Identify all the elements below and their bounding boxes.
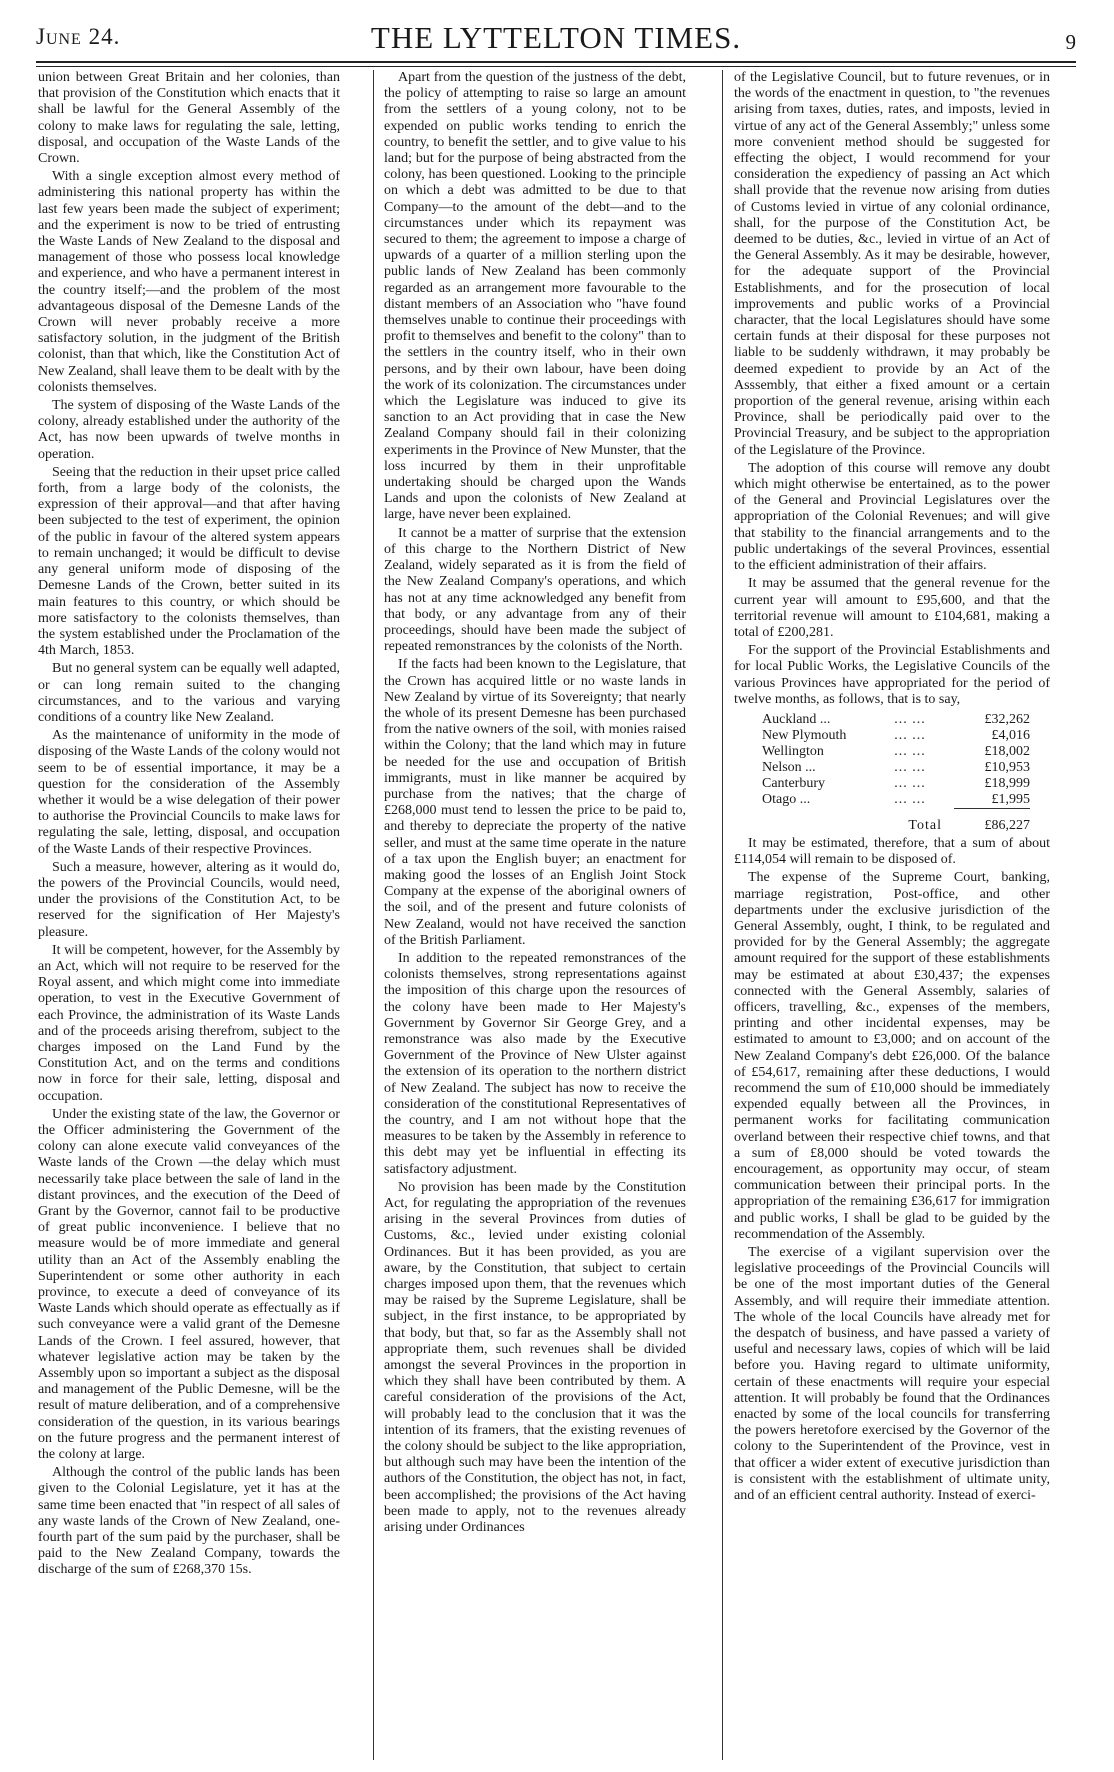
paragraph: In addition to the repeated remonstrances of the colonists themselves, strong representations against the imposition of this charge upon the resources of the colony have been made to Her Majesty's Government by Governor Sir George Grey, and a remonstrance was also made by the Executive Government of the Province of New Ulster against the extension of its operation to the northern district of New Zealand. The subject has now to receive the consideration of the constitutional Representatives of the country, and I am not without hope that the measures to be taken by the Assembly in reference to this debt may yet be influential in effecting its satisfactory adjustment. [384, 950, 686, 1177]
table-row [762, 728, 1030, 744]
masthead-rule [36, 61, 1076, 63]
paragraph: But no general system can be equally well adapted, or can long remain suited to the changing circumstances, and to the various and varying conditions of a country like New Zealand. [38, 661, 340, 725]
paragraph: It may be assumed that the general revenue for the current year will amount to £95,600, and that the territorial revenue will amount to £104,681, making a total of £200,281. [734, 576, 1050, 640]
province-name: Otago ... [762, 792, 811, 808]
paragraph: If the facts had been known to the Legislature, that the Crown has acquired little or no waste lands in New Zealand by virtue of its Sovereignty; that nearly the whole of its present Demesne has been purchased from the native owners of the soil, with monies raised within the Colony; that the land which may in future be needed for the use and occupation of British immigrants, must in like manner be acquired by purchase from the natives; that the charge of £268,000 must tend to lessen the price to be paid to, and thereby to depreciate the property of the native seller, and must at the same time operate in the nature of a tax upon the English buyer; an enactment for making good the losses of an English Joint Stock Company at the expense of the aboriginal owners of the soil, and of the present and future colonists of New Zealand, would not have received the sanction of the British Parliament. [384, 657, 686, 948]
table-row [762, 792, 1030, 809]
province-name: New Plymouth [762, 727, 847, 743]
table-row [762, 760, 1030, 776]
total-amount: £86,227 [984, 817, 1030, 833]
table-row [762, 712, 1030, 728]
masthead [36, 20, 1076, 60]
leader-dots: ... ... [894, 775, 926, 791]
province-amount: £18,999 [984, 775, 1030, 791]
table-total-row [762, 810, 1030, 834]
column-2 [384, 70, 686, 1760]
column-divider [373, 70, 374, 1760]
province-name: Auckland ... [762, 711, 831, 727]
paragraph: No provision has been made by the Constitution Act, for regulating the appropriation of the revenues arising in the several Provinces from duties of Customs, &c., levied under existing colonial Ordinances. But it has been provided, as you are aware, by the Constitution, that subject to certain charges imposed upon them, that the revenues which may be raised by the Supreme Legislature, shall be subject, in the first instance, to be appropriated by that body, but that, so far as the Assembly shall not appropriate them, such revenues shall be divided amongst the several Provinces in the proportion in which they shall have been contributed by them. A careful consideration of the provisions of the Act, will probably lead to the conclusion that it was the intention of its framers, that the existing revenues of the colony should be subject to the like appropriation, but although such may have been the intention of the authors of the Constitution, the object has not, in fact, been accomplished; the provisions of the Act having been made to apply, not to the revenues already arising under Ordinances [384, 1179, 686, 1536]
page-number: 9 [1065, 30, 1076, 54]
paragraph: union between Great Britain and her colonies, than that provision of the Constitution which enacts that it shall be lawful for the General Assembly of the colony to make laws for regulating the sale, letting, disposal, and occupation of the Waste Lands of the Crown. [38, 70, 340, 167]
table-row [762, 744, 1030, 760]
paragraph: Apart from the question of the justness of the debt, the policy of attempting to raise so large an amount from the settlers of a young colony, not to be expended on public works tending to enrich the country, to benefit the settler, and to give value to his land; but for the purpose of being abstracted from the colony, has been questioned. Looking to the principle on which a debt was admitted to be due to that Company—to the amount of the debt—and to the circumstances under which its repayment was secured to them; the agreement to impose a charge of upwards of a quarter of a million sterling upon the public lands of New Zealand has been commonly regarded as an arrangement more favourable to the distant members of an Association who "have found themselves unable to continue their proceedings with profit to themselves and benefit to the colony" than to the settlers in the country itself, who in their own persons, and by their own labour, have been doing the work of its colonization. The circumstances under which the Legislature was induced to give its sanction to an Act providing that in case the New Zealand Company should fail in their colonizing experiments in the Province of New Munster, that the loss incurred by them in their unprofitable undertaking should be charged upon the Wands Lands and upon the colonists of New Zealand at large, have never been explained. [384, 70, 686, 523]
paragraph: Under the existing state of the law, the Governor or the Officer administering the Government of the colony can alone execute valid conveyances of the Waste lands of the Crown —the delay which must necessarily take place between the sale of land in the distant provinces, and the execution of the Deed of Grant by the Governor, cannot fail to be productive of great public inconvenience. I believe that no measure would be of more immediate and general utility than an Act of the Assembly enabling the Superintendent or some other authority in each province, to execute a deed of conveyance of its Waste Lands which should operate as effectually as if such conveyance were a valid grant of the Demesne Lands of the Crown. I feel assured, however, that whatever legislative action may be taken by the Assembly upon so important a subject as the disposal and management of the Public Demesne, will be the result of mature deliberation, and of a comprehensive consideration of the question, in its various bearings on the future progress and the permanent interest of the colony at large. [38, 1106, 340, 1463]
paragraph: The exercise of a vigilant supervision over the legislative proceedings of the Provincial Councils will be one of the most important duties of the General Assembly, and will require their immediate attention. The whole of the local Councils have already met for the despatch of business, and have passed a variety of useful and necessary laws, copies of which will be laid before you. Having regard to ultimate uniformity, certain of these enactments will require your especial attention. It will probably be found that the Ordinances enacted by some of the local councils for transferring the powers heretofore exercised by the Governor of the colony to the Superintendent of the Province, vest in that officer a wider extent of executive jurisdiction than is consistent with the establishment of ultimate unity, and of an efficient central authority. Instead of exerci- [734, 1245, 1050, 1504]
paragraph: For the support of the Provincial Establishments and for local Public Works, the Legislative Councils of the various Provinces have appropriated for the period of twelve months, as follows, that is to say, [734, 643, 1050, 707]
province-name: Nelson ... [762, 759, 816, 775]
paragraph: It may be estimated, therefore, that a sum of about £114,054 will remain to be disposed of. [734, 835, 1050, 868]
province-amount: £18,002 [984, 743, 1030, 759]
leader-dots: ... ... [894, 743, 926, 759]
leader-dots: ... ... [894, 711, 926, 727]
total-label: Total [908, 817, 942, 833]
leader-dots: ... ... [894, 759, 926, 775]
province-amount: £10,953 [984, 759, 1030, 775]
paragraph: The system of disposing of the Waste Lands of the colony, already established under the authority of the Act, has now been upwards of twelve months in operation. [38, 398, 340, 462]
paragraph: It will be competent, however, for the Assembly by an Act, which will not require to be reserved for the Royal assent, and which might come into immediate operation, to vest in the Executive Government of each Province, the administration of its Waste Lands and of the proceeds arising therefrom, subject to the charges imposed on the Land Fund by the Constitution Act, and on the terms and conditions now in force for their sale, letting, disposal and occupation. [38, 942, 340, 1104]
table-row [762, 776, 1030, 792]
column-3-lower [734, 836, 1050, 1504]
column-3-upper [734, 70, 1050, 708]
masthead-rule-thin [36, 66, 1076, 67]
column-1 [38, 70, 340, 1760]
province-amount: £32,262 [984, 711, 1030, 727]
province-amount: £4,016 [991, 727, 1030, 743]
province-name: Canterbury [762, 775, 825, 791]
paragraph: It cannot be a matter of surprise that the extension of this charge to the Northern District of New Zealand, widely separated as it is from the field of the New Zealand Company's operations, and which has not at any time acknowledged any benefit from that body, or any advantage from any of their proceedings, should have been made the subject of repeated remonstrances by the colonists of the North. [384, 525, 686, 655]
province-name: Wellington [762, 743, 824, 759]
province-rows [762, 712, 1030, 809]
issue-date: June 24. [36, 24, 121, 49]
paragraph: of the Legislative Council, but to future revenues, or in the words of the enactment in question, to "the revenues arising from taxes, duties, rates, and imposts, levied in virtue of any act of the General Assembly;" unless some more convenient method should be suggested for effecting the object, I would recommend for your consideration the expediency of passing an Act which shall provide that the revenue now arising from duties of Customs levied in virtue of any colonial ordinance, shall, for the purpose of the Constitution Act, be deemed to be duties, &c., levied in virtue of an Act of the General Assembly. As it may be desirable, however, for the adequate support of the Provincial Establishments, and for the prosecution of local improvements and public works of a Provincial character, that the local Legislatures should have some certain funds at their disposal for these purposes not liable to be suddenly withdrawn, it may probably be deemed expedient to provide by an Act of the Asssembly, that either a fixed amount or a certain proportion of the general revenue, arising within each Province, shall be periodically paid over to the Provincial Treasury, and be subject to the appropriation of the Legislature of the Province. [734, 70, 1050, 458]
column-divider [722, 70, 723, 1760]
paragraph: Although the control of the public lands has been given to the Colonial Legislature, yet it has at the same time been enacted that "in respect of all sales of any waste lands of the Crown of New Zealand, one-fourth part of the sum paid by the purchaser, shall be paid to the New Zealand Company, towards the discharge of the sum of £268,370 15s. [38, 1465, 340, 1578]
paragraph: Such a measure, however, altering as it would do, the powers of the Provincial Councils, would need, under the provisions of the Constitution Act, to be reserved for the signification of Her Majesty's pleasure. [38, 859, 340, 940]
province-amount: £1,995 [991, 791, 1030, 807]
paragraph: The adoption of this course will remove any doubt which might otherwise be entertained, as to the power of the General and Provincial Legislatures over the appropriation of the Colonial Revenues; and will give that stability to the financial arrangements and to the public undertakings of the several Provinces, essential to the efficient administration of their affairs. [734, 460, 1050, 574]
paragraph: The expense of the Supreme Court, banking, marriage registration, Post-office, and other departments under the exclusive jurisdiction of the General Assembly, ought, I think, to be regulated and provided for by the General Assembly; the aggregate amount required for the support of these establishments may be estimated at about £30,437; the expenses connected with the General Assembly, salaries of officers, travelling, &c., expenses of the members, printing and other incidental expenses, may be estimated to amount to £3,000; and on account of the New Zealand Company's debt £26,000. Of the balance of £54,617, remaining after these deductions, I would recommend the sum of £10,000 should be immediately expended equally between all the Provinces, in permanent works for facilitating communication overland between their respective chief towns, and that a sum of £8,000 should be voted towards the encouragement, as opportunity may occur, of steam communication between their principal ports. In the appropriation of the remaining £36,617 for immigration and public works, I shall be glad to be guided by the recommendation of the Assembly. [734, 870, 1050, 1242]
provincial-appropriations-table [762, 712, 1030, 834]
leader-dots: ... ... [894, 792, 926, 808]
newspaper-title: THE LYTTELTON TIMES. [370, 20, 742, 55]
paragraph: As the maintenance of uniformity in the mode of disposing of the Waste Lands of the colony would not seem to be of essential importance, it may be a question for the consideration of the Assembly whether it would be a wise delegation of their power to authorise the Provincial Councils to make laws for regulating the sale, letting, disposal, and occupation of the Waste Lands of their respective Provinces. [38, 728, 340, 857]
leader-dots: ... ... [894, 727, 926, 743]
column-3 [734, 70, 1050, 1760]
paragraph: With a single exception almost every method of administering this national property has within the last few years been made the subject of experiment; and the experiment is now to be tried of entrusting the Waste Lands of New Zealand to the disposal and management of those who possess local knowledge and experience, and who have a permanent interest in the country itself;—and the problem of the most advantageous disposal of the Demesne Lands of the Crown will never probably receive a more satisfactory solution, in the judgment of the British colonist, than that which, like the Constitution Act of New Zealand, shall leave them to be dealt with by the colonists themselves. [38, 169, 340, 395]
paragraph: Seeing that the reduction in their upset price called forth, from a large body of the colonists, the expression of their approval—and that after having been subjected to the test of experiment, the opinion of the public in favour of the altered system appears to remain unchanged; it would be difficult to devise any general uniform mode of disposing of the Demesne Lands of the Crown, better suited in its main features to this country, or which should be more satisfactory to the colonists themselves, than the system established under the Proclamation of the 4th March, 1853. [38, 464, 340, 659]
